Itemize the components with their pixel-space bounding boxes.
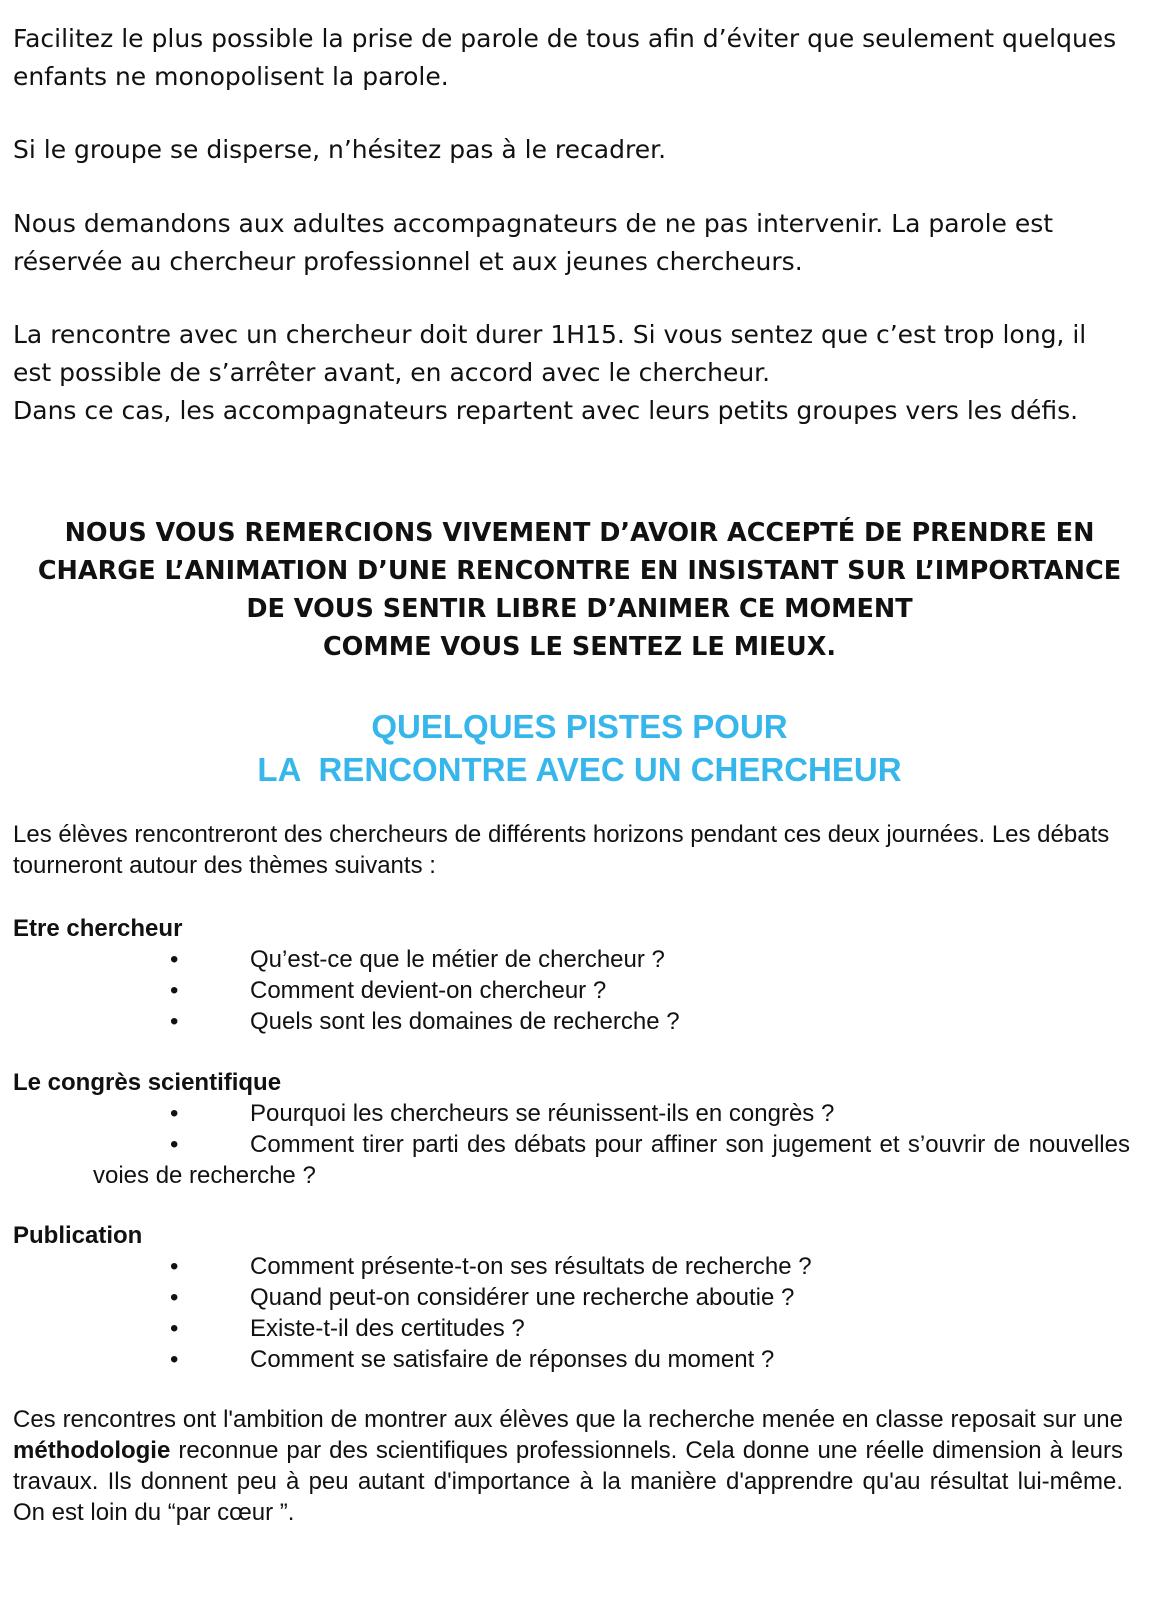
bullet-icon: • [170, 1346, 179, 1373]
theme-heading-congres: Le congrès scientifique [13, 1069, 282, 1096]
list-item: • Existe-t-il des certitudes ? [170, 1315, 525, 1342]
list-item: • Quels sont les domaines de recherche ? [170, 1008, 680, 1035]
thanks-line-1: NOUS VOUS REMERCIONS VIVEMENT D’AVOIR ACCEPTÉ DE PRENDRE EN CHARGE L’ANIMATION D’UNE RENCONTRE EN INSISTANT SUR L’IMPORTANCE DE VOUS SENTIR LIBRE D’ANIMER CE MOMENT [37, 518, 1122, 624]
bullet-icon: • [170, 1253, 179, 1280]
list-item: • Quand peut-on considérer une recherche aboutie ? [170, 1284, 795, 1311]
list-item: • Comment devient-on chercheur ? [170, 977, 607, 1004]
conclusion-paragraph: Ces rencontres ont l'ambition de montrer aux élèves que la recherche menée en classe reposait sur une méthodologie reconnue par des scientifiques professionnels. Cela donne une réelle dimension à leurs travaux. Ils donnent peu à peu autant d'importance à la manière d'apprendre qu'au résultat lui-même. On est loin du “par cœur ”. [13, 1406, 1123, 1526]
theme-heading-publication: Publication [13, 1222, 143, 1249]
section-title-line-2: LA RENCONTRE AVEC UN CHERCHEUR [257, 751, 902, 788]
lead-paragraph: Les élèves rencontreront des chercheurs de différents horizons pendant ces deux journées. Les débats tourneront autour des thèmes suivants : [13, 821, 1110, 879]
list-item: • Comment présente-t-on ses résultats de recherche ? [170, 1253, 812, 1280]
theme-list-congres [0, 1098, 1130, 1191]
intro-paragraph-3: Nous demandons aux adultes accompagnateurs de ne pas intervenir. La parole est réservée au chercheur professionnel et aux jeunes chercheurs. [13, 209, 1054, 276]
intro-paragraph-1: Facilitez le plus possible la prise de parole de tous afin d’éviter que seulement quelques enfants ne monopolisent la parole. [13, 24, 1117, 91]
intro-paragraph-4-line-2: Dans ce cas, les accompagnateurs repartent avec leurs petits groupes vers les défis. [13, 396, 1079, 425]
thanks-message [0, 514, 1159, 666]
bullet-icon: • [170, 1008, 179, 1035]
theme-list-publication [0, 1251, 1130, 1375]
bullet-icon: • [170, 1131, 179, 1158]
theme-heading-etre-chercheur: Etre chercheur [13, 915, 183, 942]
section-title-line-1: QUELQUES PISTES POUR [371, 708, 788, 745]
bullet-icon: • [170, 946, 179, 973]
thanks-line-2: COMME VOUS LE SENTEZ LE MIEUX. [322, 632, 837, 662]
list-item: • Comment se satisfaire de réponses du moment ? [170, 1346, 775, 1373]
theme-list-etre-chercheur [0, 944, 1130, 1037]
intro-paragraph-4-line-1: La rencontre avec un chercheur doit durer 1H15. Si vous sentez que c’est trop long, il est possible de s’arrêter avant, en accord avec le chercheur. [13, 320, 1087, 387]
section-title [0, 705, 1159, 791]
bullet-icon: • [170, 1315, 179, 1342]
bullet-icon: • [170, 1100, 179, 1127]
bullet-icon: • [170, 1284, 179, 1311]
bullet-icon: • [170, 977, 179, 1004]
list-item: • Qu’est-ce que le métier de chercheur ? [170, 946, 665, 973]
list-item: • Pourquoi les chercheurs se réunissent-ils en congrès ? [170, 1100, 835, 1127]
intro-paragraph-2: Si le groupe se disperse, n’hésitez pas à le recadrer. [13, 135, 667, 164]
intro-paragraph-4 [13, 316, 1123, 430]
list-item: • Comment tirer parti des débats pour affiner son jugement et s’ouvrir de nouvelles voies de recherche ? [93, 1131, 1130, 1189]
methodologie-emphasis: méthodologie [13, 1437, 171, 1464]
